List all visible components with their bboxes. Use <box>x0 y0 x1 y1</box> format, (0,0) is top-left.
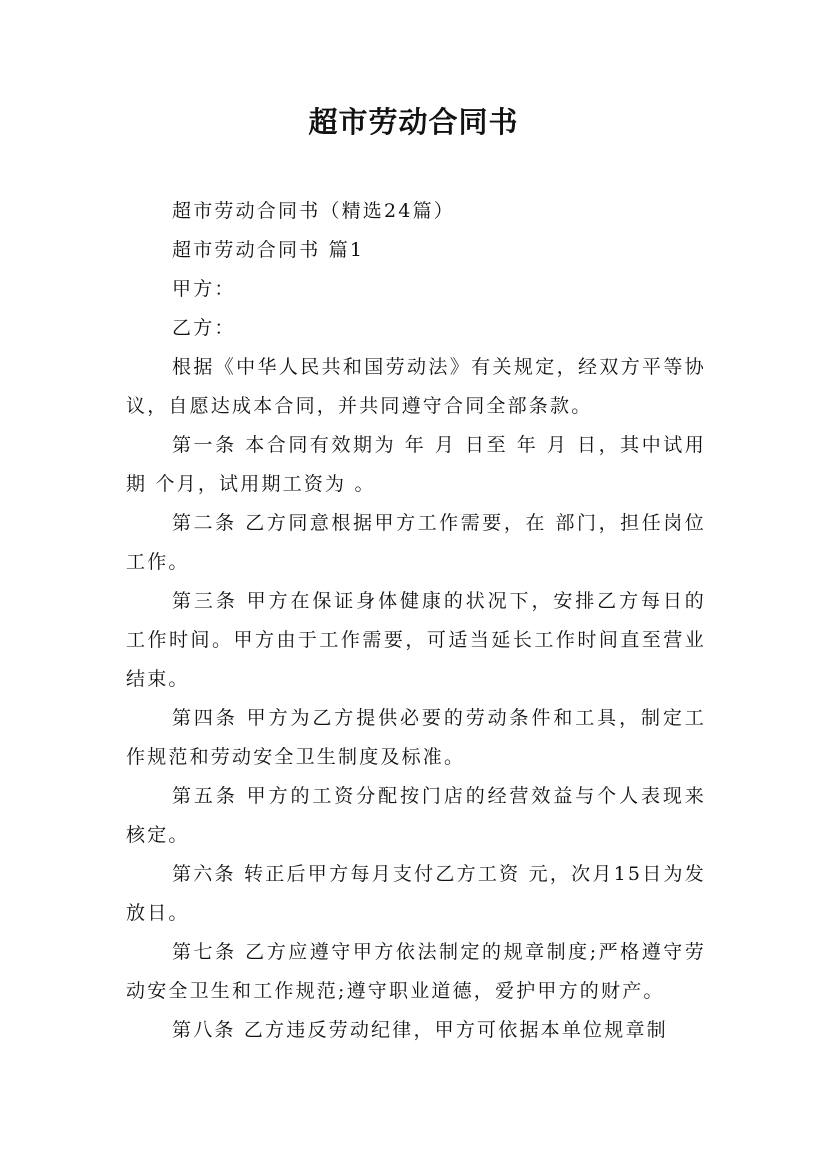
paragraph-party-b: 乙方： <box>172 317 236 339</box>
paragraph-article-7: 第七条 乙方应遵守甲方依法制定的规章制度;严格遵守劳动安全卫生和工作规范;遵守职业道德，爱护甲方的财产。 <box>126 941 706 1002</box>
document-body <box>126 192 706 1050</box>
paragraph-article-1: 第一条 本合同有效期为 年 月 日至 年 月 日，其中试用期 个月，试用期工资为 。 <box>126 434 706 495</box>
document-title: 超市劳动合同书 <box>308 105 519 139</box>
paragraph-article-4: 第四条 甲方为乙方提供必要的劳动条件和工具，制定工作规范和劳动安全卫生制度及标准。 <box>126 707 706 768</box>
paragraph-article-3: 第三条 甲方在保证身体健康的状况下，安排乙方每日的工作时间。甲方由于工作需要，可适当延长工作时间直至营业结束。 <box>126 590 706 690</box>
paragraph-subtitle: 超市劳动合同书（精选24篇） <box>172 200 455 222</box>
paragraph-article-2: 第二条 乙方同意根据甲方工作需要，在 部门，担任岗位工作。 <box>126 512 706 573</box>
paragraph-article-6: 第六条 转正后甲方每月支付乙方工资 元，次月15日为发放日。 <box>126 863 706 924</box>
paragraph-preamble: 根据《中华人民共和国劳动法》有关规定，经双方平等协议，自愿达成本合同，并共同遵守合同全部条款。 <box>126 356 706 417</box>
paragraph-party-a: 甲方： <box>172 278 236 300</box>
paragraph-section-heading: 超市劳动合同书 篇1 <box>172 239 365 261</box>
paragraph-article-5: 第五条 甲方的工资分配按门店的经营效益与个人表现来核定。 <box>126 785 706 846</box>
paragraph-article-8: 第八条 乙方违反劳动纪律，甲方可依据本单位规章制 <box>172 1019 668 1041</box>
